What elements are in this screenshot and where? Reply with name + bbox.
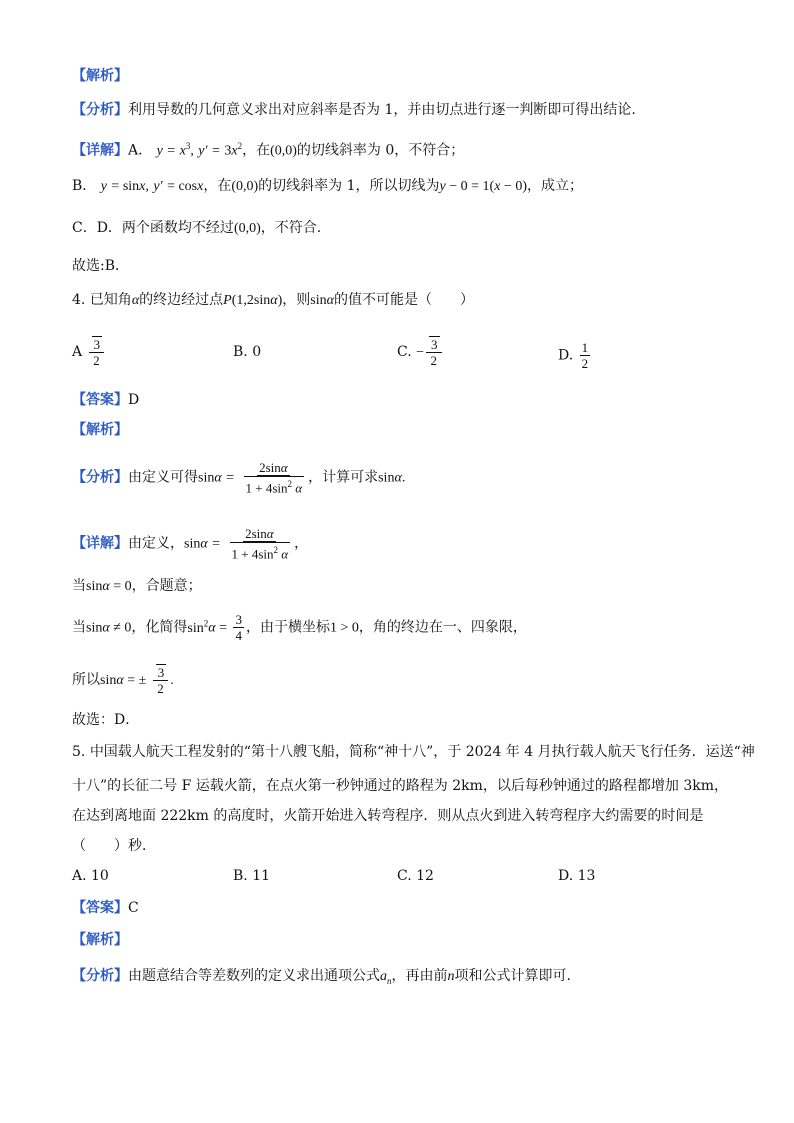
q5-option-a: A. 10 [72,868,109,884]
q3-choice: 故选:B． [72,258,130,274]
q4-detail: 【详解】由定义，sinα = $\frac{2\sin\alpha}{1 + 4\sin^2 \alpha}$ ， [72,526,309,562]
q4-choice: 故选：D． [72,712,140,728]
q5-option-b: B. 11 [233,868,271,884]
q5-answer: 【答案】C [72,900,139,916]
q4-case-zero: 当sinα = 0，合题意； [72,578,202,594]
q4-answer: 【答案】D [72,392,140,408]
q5-option-c: C. 12 [397,868,434,884]
q4-case-nonzero: 当sinα ≠ 0，化简得$\sin^2\alpha$ = $\frac{3}{4}$ ，由于横坐标1 > 0，角的终边在一、四象限， [72,612,527,643]
q5-stem-3: 在达到离地面 222km 的高度时，火箭开始进入转弯程序．则从点火到进入转弯程序大约需要的时间是 [72,808,704,824]
q4-option-c: C. − $\frac{3}{2}$ [397,336,444,368]
q5-option-d: D. 13 [558,868,596,884]
q4-fenxi: 【分析】由定义可得sinα = $\frac{2\sin\alpha}{1 + 4\sin^2 \alpha}$ ，计算可求sinα. [72,460,406,496]
q4-option-a: A $\frac{3}{2}$ [72,336,106,368]
analysis-tag: 【解析】 [72,68,128,84]
q5-fenxi: 【分析】由题意结合等差数列的定义求出通项公式$a_n$，再由前n项和公式计算即可. [72,968,571,986]
q5-stem-4: （ ）秒． [72,838,156,854]
q5-stem-2: 十八”的长征二号 F 运载火箭，在点火第一秒钟通过的路程为 2km，以后每秒钟通过的路程都增加 3km， [72,778,729,794]
q4-option-b: B. 0 [233,344,262,360]
q5-analysis-tag: 【解析】 [72,932,128,948]
q4-option-d: D. $\frac{1}{2}$ [558,340,589,371]
q3-detail-c: C．D．两个函数均不经过(0,0)，不符合. [72,220,322,236]
q4-conclusion: 所以sinα = ± $\frac{3}{2}$ . [72,665,174,696]
q3-detail-b: B． y = sinx, y′ = cosx，在(0,0)的切线斜率为 1，所以切线为y − 0 = 1(x − 0)，成立； [72,178,583,194]
q5-stem-1: 5. 中国载人航天工程发射的“第十八艘飞船，简称“神十八”，于 2024 年 4 月执行载人航天飞行任务．运送“神 [72,744,755,760]
q3-detail-a: 【详解】A． $y = x^3$, $y' = 3x^2$，在(0,0)的切线斜率为 0，不符合； [72,141,465,159]
q3-fenxi-line: 【分析】利用导数的几何意义求出对应斜率是否为 1，并由切点进行逐一判断即可得出结论. [72,102,636,118]
q4-stem: 4. 已知角α的终边经过点P(1,2sinα)，则sinα的值不可能是（ ） [72,292,474,308]
q4-analysis-tag: 【解析】 [72,422,128,438]
